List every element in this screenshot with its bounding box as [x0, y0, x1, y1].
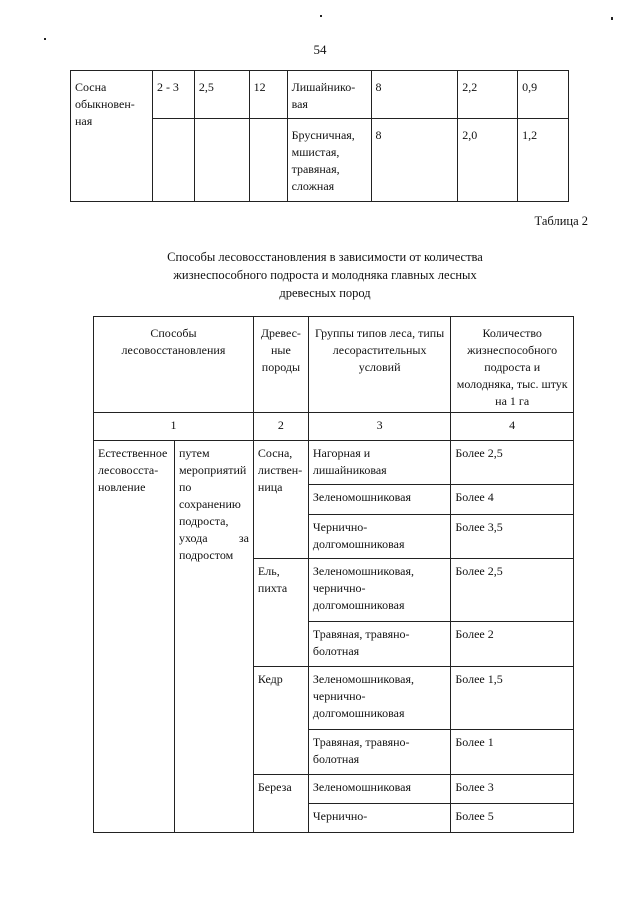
table-header-row [94, 317, 574, 413]
species-cell: Сосна обыкновен-ная [71, 71, 153, 202]
quantity-cell: Более 3,5 [451, 515, 574, 559]
method-detail-line: путем мероприятий [178, 446, 247, 477]
method-main: Естественное лесовосста-новление [94, 441, 175, 833]
table-cell: 2,0 [458, 119, 518, 202]
table-cell: 12 [249, 71, 287, 119]
quantity-cell: Более 2,5 [451, 559, 574, 622]
group-cell: Зеленомошниковая [308, 485, 450, 515]
method-detail-line: ухода за [178, 531, 249, 545]
column-number: 2 [253, 413, 308, 441]
header-methods: Способы лесовосстановления [94, 317, 254, 413]
group-cell: Чернично- [308, 804, 450, 833]
group-cell: Травяная, травяно-болотная [308, 730, 450, 775]
scan-speck [44, 38, 46, 40]
title-line: жизнеспособного подроста и молодняка главных лесных [173, 268, 477, 282]
species-cell: Береза [253, 775, 308, 833]
species-cell: Сосна, листвен-ница [253, 441, 308, 559]
quantity-cell: Более 4 [451, 485, 574, 515]
scan-speck [320, 15, 322, 17]
forest-type-cell: Брусничная, мшистая, травяная, сложная [287, 119, 371, 202]
column-number: 1 [94, 413, 254, 441]
table-title [150, 248, 500, 302]
table-cell: 0,9 [518, 71, 569, 119]
table-cell: 2,5 [194, 71, 249, 119]
scan-speck [611, 17, 613, 20]
group-cell: Нагорная и лишайниковая [308, 441, 450, 485]
table-cell: 8 [371, 71, 458, 119]
continued-table [70, 70, 569, 202]
quantity-cell: Более 1 [451, 730, 574, 775]
forest-type-cell: Лишайнико-вая [287, 71, 371, 119]
quantity-cell: Более 1,5 [451, 667, 574, 730]
column-number-row [94, 413, 574, 441]
quantity-cell: Более 3 [451, 775, 574, 804]
species-cell: Кедр [253, 667, 308, 775]
group-cell: Зеленомошниковая [308, 775, 450, 804]
group-cell: Травяная, травяно-болотная [308, 622, 450, 667]
method-detail-line: подростом [178, 548, 234, 562]
table-row [94, 441, 574, 485]
group-cell: Зеленомошниковая, чернично-долгомошниковая [308, 559, 450, 622]
table-row [71, 71, 569, 119]
page-number: 54 [313, 42, 327, 57]
method-detail-line: подроста, [178, 514, 229, 528]
method-detail [174, 441, 253, 833]
group-cell: Зеленомошниковая, чернично-долгомошниковая [308, 667, 450, 730]
table-cell: 2 - 3 [152, 71, 194, 119]
header-groups: Группы типов леса, типы лесорастительных условий [308, 317, 450, 413]
title-line: древесных пород [279, 286, 371, 300]
column-number: 4 [451, 413, 574, 441]
quantity-cell: Более 2,5 [451, 441, 574, 485]
reforestation-table [93, 316, 574, 833]
header-species: Древес-ные породы [253, 317, 308, 413]
table-cell [194, 119, 249, 202]
table-cell: 8 [371, 119, 458, 202]
table-cell [249, 119, 287, 202]
header-quantity: Количество жизнеспособного подроста и молодняка, тыс. штук на 1 га [451, 317, 574, 413]
table-caption: Таблица 2 [534, 214, 588, 228]
group-cell: Чернично-долгомошниковая [308, 515, 450, 559]
method-detail-line: по [178, 480, 192, 494]
quantity-cell: Более 2 [451, 622, 574, 667]
table-cell [152, 119, 194, 202]
title-line: Способы лесовосстановления в зависимости от количества [167, 250, 483, 264]
method-detail-line: сохранению [178, 497, 241, 511]
quantity-cell: Более 5 [451, 804, 574, 833]
species-cell: Ель, пихта [253, 559, 308, 667]
column-number: 3 [308, 413, 450, 441]
table-cell: 1,2 [518, 119, 569, 202]
table-cell: 2,2 [458, 71, 518, 119]
